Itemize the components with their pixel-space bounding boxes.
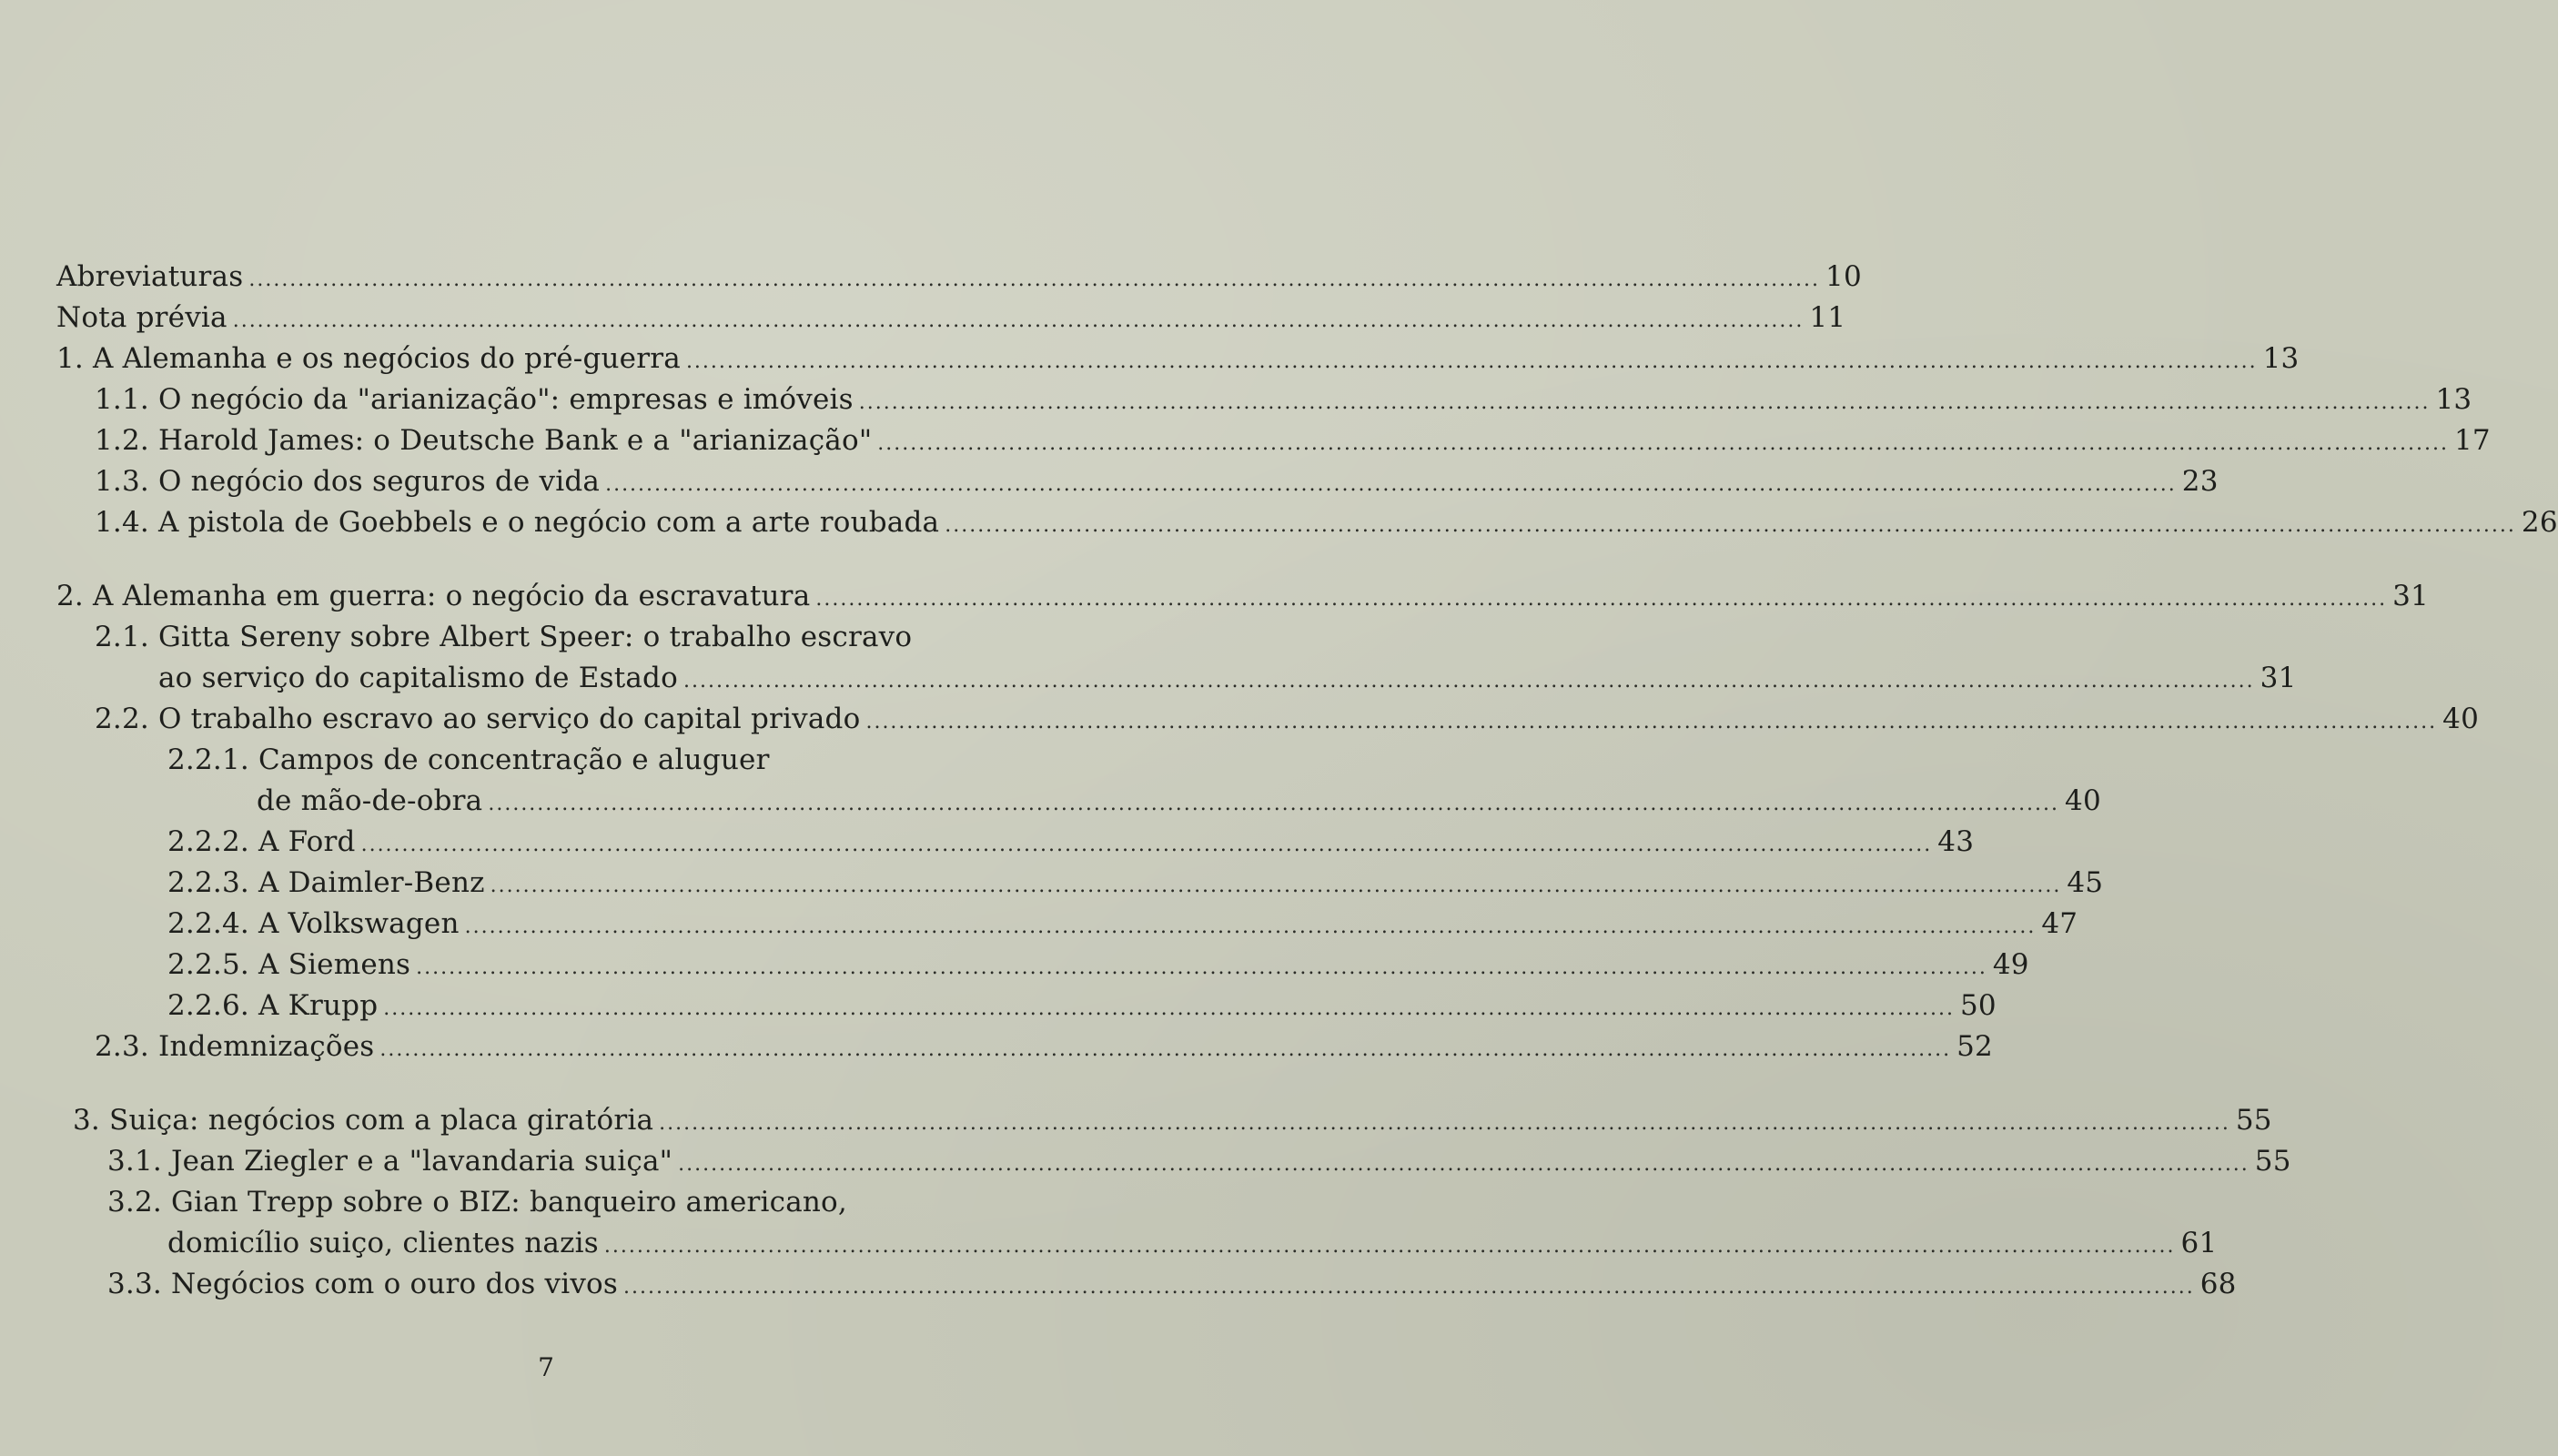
toc-entry	[56, 257, 1862, 298]
toc-entry-title-line1: 2.1. Gitta Sereny sobre Albert Speer: o trabalho escravo	[95, 621, 913, 653]
toc-entry-title: 3.3. Negócios com o ouro dos vivos	[107, 1268, 619, 1300]
dot-leader	[945, 505, 2516, 546]
toc-entry	[56, 822, 1975, 863]
toc-entry-page: 61	[2180, 1227, 2218, 1259]
toc-entry-page: 55	[2254, 1145, 2291, 1178]
toc-entry-page: 50	[1959, 989, 1997, 1022]
toc-entry	[56, 986, 1997, 1026]
toc-entry-page: 31	[2260, 662, 2297, 694]
toc-entry-title: 3. Suiça: negócios com a placa giratória	[73, 1104, 654, 1137]
toc-entry-chapter	[56, 1100, 2272, 1141]
toc-entry	[56, 863, 2104, 904]
dot-leader	[623, 1267, 2195, 1308]
dot-leader	[488, 784, 2059, 824]
toc-entry	[56, 740, 2101, 822]
toc-entry-page: 13	[2262, 342, 2300, 375]
dot-leader	[490, 865, 2062, 906]
dot-leader	[865, 702, 2437, 743]
toc-entry-title-line2: domicílio suiço, clientes nazis	[167, 1227, 599, 1259]
dot-leader	[361, 824, 1933, 865]
toc-entry-page: 10	[1825, 260, 1862, 293]
toc-entry	[56, 1026, 1993, 1067]
toc-entry	[56, 502, 2558, 543]
toc-entry	[56, 379, 2472, 420]
toc-entry-page: 23	[2181, 465, 2219, 498]
toc-entry-title: 2.3. Indemnizações	[95, 1030, 375, 1063]
dot-leader	[877, 423, 2449, 464]
toc-entry-title-line1: 2.2.1. Campos de concentração e aluguer	[167, 743, 770, 776]
toc-entry	[56, 945, 2029, 986]
toc-entry-title: 2.2.2. A Ford	[167, 825, 356, 858]
toc-entry-page: 55	[2235, 1104, 2272, 1137]
toc-entry-page: 40	[2065, 784, 2101, 817]
dot-leader	[233, 300, 1805, 341]
toc-entry-page: 45	[2067, 866, 2104, 899]
toc-entry-title-line2: de mão-de-obra	[257, 784, 483, 817]
dot-leader	[604, 1226, 2176, 1267]
toc-entry-title-line1: 3.2. Gian Trepp sobre o BIZ: banqueiro americano,	[107, 1186, 847, 1218]
toc-entry-page: 26	[2521, 506, 2558, 539]
dot-leader	[815, 579, 2387, 620]
dot-leader	[678, 1144, 2250, 1185]
dot-leader	[659, 1103, 2230, 1144]
toc-entry	[56, 617, 2297, 699]
dot-leader	[605, 464, 2177, 505]
dot-leader	[683, 661, 2255, 702]
toc-entry	[56, 1141, 2291, 1182]
toc-entry-chapter	[56, 576, 2429, 617]
toc-entry-page: 11	[1809, 301, 1846, 334]
toc-entry	[56, 699, 2479, 740]
toc-entry-page: 49	[1992, 948, 2029, 981]
toc-entry-title: 1.4. A pistola de Goebbels e o negócio com a arte roubada	[95, 506, 940, 539]
toc-entry	[56, 904, 2078, 945]
toc-entry-title: Nota prévia	[56, 301, 227, 334]
toc-entry	[56, 1264, 2237, 1305]
toc-entry-chapter	[56, 339, 2300, 379]
toc-entry	[56, 461, 2219, 502]
toc-entry-title: 2.2.5. A Siemens	[167, 948, 411, 981]
toc-entry	[56, 420, 2491, 461]
toc-entry-title: Abreviaturas	[56, 260, 244, 293]
toc-entry-page: 40	[2442, 703, 2479, 735]
toc-entry-title: 1.1. O negócio da "arianização": empresas e imóveis	[95, 383, 854, 416]
toc-entry-page: 68	[2199, 1268, 2237, 1300]
toc-entry	[56, 298, 1846, 339]
toc-entry-title: 2.2.6. A Krupp	[167, 989, 379, 1022]
toc-entry	[56, 1182, 2218, 1264]
toc-entry-page: 17	[2453, 424, 2491, 457]
toc-entry-page: 52	[1956, 1030, 1993, 1063]
page-number: 7	[538, 1352, 554, 1382]
dot-leader	[248, 259, 1820, 300]
toc-entry-title: 1.3. O negócio dos seguros de vida	[95, 465, 601, 498]
toc-entry-title-line2: ao serviço do capitalismo de Estado	[158, 662, 678, 694]
dot-leader	[379, 1029, 1951, 1070]
toc-entry-title: 1.2. Harold James: o Deutsche Bank e a "arianização"	[95, 424, 873, 457]
table-of-contents	[56, 257, 2558, 1305]
toc-entry-page: 13	[2435, 383, 2472, 416]
toc-entry-page: 47	[2041, 907, 2078, 940]
toc-entry-page: 31	[2392, 580, 2429, 612]
dot-leader	[686, 341, 2258, 382]
dot-leader	[416, 947, 1987, 988]
dot-leader	[859, 382, 2431, 423]
dot-leader	[383, 988, 1955, 1029]
toc-entry-title: 2.2.4. A Volkswagen	[167, 907, 460, 940]
toc-entry-title: 2.2.3. A Daimler-Benz	[167, 866, 485, 899]
toc-entry-title: 3.1. Jean Ziegler e a "lavandaria suiça"	[107, 1145, 673, 1178]
toc-entry-title: 2.2. O trabalho escravo ao serviço do capital privado	[95, 703, 861, 735]
toc-entry-page: 43	[1937, 825, 1975, 858]
dot-leader	[465, 906, 2037, 947]
toc-entry-title: 2. A Alemanha em guerra: o negócio da escravatura	[56, 580, 811, 612]
toc-entry-title: 1. A Alemanha e os negócios do pré-guerra	[56, 342, 681, 375]
